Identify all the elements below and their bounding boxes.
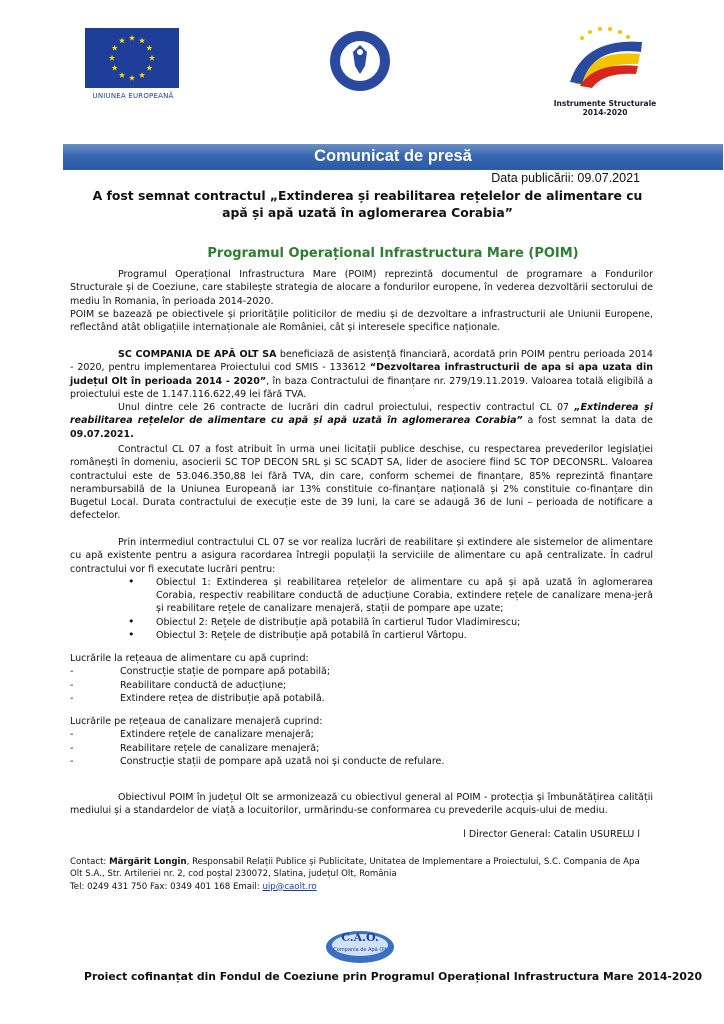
- contact-phone: Tel: 0249 431 750 Fax: 0349 401 168 Email:: [70, 881, 263, 892]
- is-label-line2: 2014-2020: [582, 108, 628, 117]
- contact-name: Mărgărit Longin: [109, 857, 187, 867]
- paragraph-intro-2: POIM se bazează pe obiectivele și prioritățile politicilor de mediu și de dezvoltare a infrastructurii ale Uniunii Europene, reflectând atât obligațiile internaționale ale României, cât și interesele specifice naționale.: [70, 308, 653, 334]
- contract-date: 09.07.2021.: [70, 428, 134, 440]
- is-label-line1: Instrumente Structurale: [553, 99, 657, 108]
- contract-text-1: Unul dintre cele 26 contracte de lucrări din cadrul proiectului, respectiv contractul CL 07: [118, 402, 575, 413]
- publication-date: Data publicării: 09.07.2021: [491, 171, 640, 185]
- list-item: - Reabilitare conductă de aducțiune;: [70, 679, 653, 692]
- paragraph-award: [70, 443, 653, 523]
- sewer-works-intro: Lucrările pe rețeaua de canalizare menajeră cuprind:: [70, 716, 323, 727]
- list-item: • Obiectul 2: Rețele de distribuție apă potabilă în cartierul Tudor Vladimirescu;: [128, 616, 653, 629]
- director-signature: l Director General: Catalin USURELU l: [463, 829, 640, 840]
- cao-logo-text: C.A.O.: [341, 931, 379, 944]
- works-text: Prin intermediul contractului CL 07 se vor realiza lucrări de reabilitare și extindere ale sistemelor de alimentare cu apă existente pentru a asigura racordarea întregii populații la serviciile de alimentare cu apă centralizate. În cadrul contractului vor fi executate lucrări pentru:: [70, 537, 653, 575]
- press-release-banner: [63, 144, 723, 170]
- paragraph-contract: [70, 401, 653, 441]
- water-works-list: [70, 665, 653, 705]
- list-item: • Obiectul 3: Rețele de distribuție apă potabilă în cartierul Vârtopu.: [128, 629, 653, 642]
- list-item: • Obiectul 1: Extinderea și reabilitarea rețelelor de alimentare cu apă și apă uzată în aglomerarea Corabia, respectiv reabilitare conductă de aducțiune Corabia, extindere rețele de canalizare mena-jeră și reabilitare rețele de canalizare menajeră, stații de pompare ape uzate;: [128, 576, 653, 616]
- project-name: “Dezvoltarea infrastructurii de apa si apa uzata din județul Olt în perioada 2014 - 2020”: [70, 362, 653, 387]
- eu-flag-logo: [85, 28, 179, 88]
- cao-company-logo: [323, 925, 397, 967]
- company-name: SC COMPANIA DE APĂ OLT SA: [118, 349, 277, 360]
- contact-label: Contact:: [70, 857, 110, 867]
- list-item: - Reabilitare rețele de canalizare menajeră;: [70, 742, 653, 755]
- header-logos: [0, 0, 724, 140]
- list-item: - Construcție stații de pompare apă uzată noi și conducte de refulare.: [70, 755, 653, 768]
- structural-instruments-logo: [560, 24, 650, 98]
- water-works-intro: Lucrările la rețeaua de alimentare cu apă cuprind:: [70, 653, 309, 664]
- paragraph-objective: [70, 791, 653, 818]
- award-text: Contractul CL 07 a fost atribuit în urma unei licitații publice deschise, cu respectarea prevederilor legislației românești în domeniu, asocierii SC TOP DECON SRL și SC SCADT SA, lider de asociere fiind SC TOP DECONSRL. Valoarea contractului este de 53.046.350,88 lei fără TVA, din care, conform schemei de finanțare, 85% reprezintă finanțare nerambursabilă de la Uniunea Europeană iar 13% constituie co-finanțare națională și 2% constituie co-finanțare din Bugetul Local. Durata contractului de execuție este de 39 luni, la care se adaugă 36 de luni – perioada de notificare a defectelor.: [70, 444, 653, 522]
- paragraph-intro: Programul Operațional Infrastructura Mare (POIM) reprezintă documentul de programare a Fondurilor Structurale și de Coeziune, care stabilește strategia de alocare a fondurilor europene, în vederea dezvoltării sectorului de mediu în Romania, în perioada 2014-2020.: [70, 269, 653, 307]
- banner-title: Comunicat de presă: [314, 147, 472, 165]
- structural-instruments-label: [545, 99, 665, 117]
- list-item: - Extindere rețea de distribuție apă potabilă.: [70, 692, 653, 705]
- list-item: - Extindere rețele de canalizare menajeră;: [70, 728, 653, 741]
- footer-cofinancing: Proiect cofinanțat din Fondul de Coeziune prin Programul Operațional Infrastructura Mare 2014-2020: [84, 970, 702, 983]
- beneficiary-text-2: , în baza Contractului de finanțare nr. 279/19.11.2019. Valoarea totală eligibilă a proiectului este de 1.147.116.622,49 lei fără TVA.: [70, 375, 653, 400]
- list-item: - Construcție stație de pompare apă potabilă;: [70, 665, 653, 678]
- water-works-section: [70, 652, 653, 705]
- objectives-list: [70, 576, 653, 642]
- eu-logo-label: UNIUNEA EUROPEANĂ: [92, 92, 174, 100]
- sewer-works-section: [70, 715, 653, 768]
- contract-text-2: a fost semnat la data de: [522, 415, 653, 427]
- contact-block: [70, 856, 653, 893]
- contact-email-link[interactable]: uip@caolt.ro: [262, 881, 317, 892]
- sewer-works-list: [70, 728, 653, 768]
- intro-section: [70, 268, 653, 334]
- contact-details: , Responsabil Relații Publice și Publicitate, Unitatea de Implementare a Proiectului, S.C. Compania de Apa Olt S.A., Str. Artileriei nr. 2, cod poștal 230072, Slatina, județul Olt, România: [70, 857, 640, 880]
- beneficiary-text-1: beneficiază de asistență financiară, acordată prin POIM pentru perioada 2014 - 2020, pentru implementarea Proiectului cod SMIS - 133612: [70, 349, 653, 374]
- press-release-title: A fost semnat contractul „Extinderea și reabilitarea rețelelor de alimentare cu apă și apă uzată în aglomerarea Corabia”: [92, 188, 643, 220]
- paragraph-beneficiary: [70, 348, 653, 401]
- cao-logo-subtext: Compania de Apă Olt: [333, 947, 387, 953]
- romanian-government-seal: [329, 30, 391, 92]
- paragraph-works: [70, 536, 653, 642]
- contract-name: „Extinderea și reabilitarea rețelelor de alimentare cu apă și apă uzată în aglomerarea Corabia”: [70, 402, 654, 427]
- objective-text: Obiectivul POIM în județul Olt se armonizează cu obiectivul general al POIM - protecția și îmbunătățirea calității mediului și a standardelor de viață a locuitorilor, urmărindu-se conformarea cu prevederile acquis-ului de mediu.: [70, 792, 653, 817]
- program-title: Programul Operațional Infrastructura Mare (POIM): [207, 246, 579, 261]
